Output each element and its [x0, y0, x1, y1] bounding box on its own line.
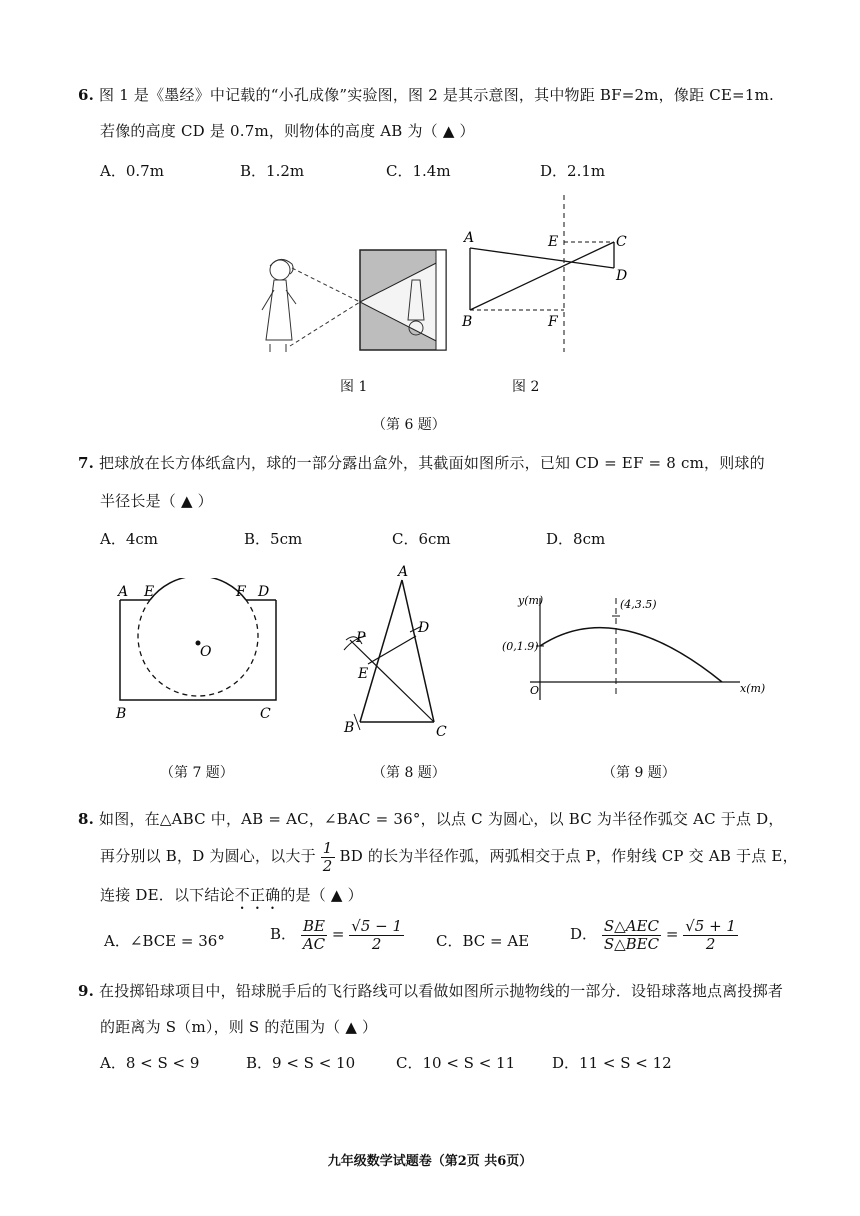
- q8-text2b: BD 的长为半径作弧，两弧相交于点 P，作射线 CP 交 AB 于点 E，: [339, 847, 798, 865]
- q8-line3: [100, 884, 363, 913]
- fig2-label-f: F: [548, 314, 558, 330]
- q8-text3b: 的是（ ▲ ）: [280, 886, 363, 904]
- fraction-area: [602, 918, 661, 952]
- q6-option-a: A．0.7m: [100, 162, 164, 180]
- fraction-half-num: 1: [322, 839, 333, 857]
- fig9-vertex-label: (4,3.5): [620, 598, 657, 611]
- q9-option-a: A．8 < S < 9: [100, 1054, 200, 1072]
- q9-option-d: D．11 < S < 12: [552, 1054, 672, 1072]
- q8-text1: 如图，在△ABC 中，AB = AC，∠BAC = 36°，以点 C 为圆心，以 BC 为半径作弧交 AC 于点 D，: [99, 810, 784, 828]
- fig7-label-f: F: [236, 584, 246, 600]
- q8-text2a: 再分别以 B，D 为圆心，以大于: [100, 847, 316, 865]
- q7-option-c: C．6cm: [392, 530, 451, 548]
- fig8-label-p: P: [356, 630, 366, 646]
- q8-option-b-label: B．: [270, 925, 297, 943]
- q7-line1: [78, 452, 765, 473]
- q8-text3a: 连接 DE．以下结论: [100, 886, 235, 904]
- fig8-label-b: B: [344, 720, 355, 736]
- q6-fig1-caption: 图 1: [340, 379, 368, 395]
- q6-option-b: B．1.2m: [240, 162, 305, 180]
- fig8-label-d: D: [418, 620, 430, 636]
- q6-figure2: [456, 190, 646, 360]
- fig9-origin-label: O: [530, 684, 540, 697]
- fig7-label-c: C: [260, 706, 271, 722]
- q9-line1: [78, 980, 783, 1001]
- q6-fig2-caption: 图 2: [512, 379, 540, 395]
- fraction-be-ac: [301, 918, 327, 952]
- fig7-label-b: B: [116, 706, 127, 722]
- q7-line2: 半径长是（ ▲ ）: [100, 492, 213, 510]
- fig2-label-c: C: [616, 234, 627, 250]
- q6-number: 6.: [78, 86, 95, 104]
- q7-figure: [110, 578, 290, 728]
- q6-line2: 若像的高度 CD 是 0.7m，则物体的高度 AB 为（ ▲ ）: [100, 122, 475, 140]
- fig7-label-e: E: [144, 584, 155, 600]
- q8-number: 8.: [78, 810, 95, 828]
- q6-option-d: D．2.1m: [540, 162, 606, 180]
- fraction-sqrt5-plus-num: √5 + 1: [685, 917, 736, 935]
- q7-option-d: D．8cm: [546, 530, 606, 548]
- fraction-sqrt5-minus-den: 2: [371, 934, 382, 953]
- q9-caption: （第 9 题）: [602, 765, 676, 781]
- q9-option-b: B．9 < S < 10: [246, 1054, 356, 1072]
- q8-line1: [78, 808, 784, 829]
- fig2-label-b: B: [462, 314, 473, 330]
- page-footer: 九年级数学试题卷（第2页 共6页）: [327, 1154, 533, 1169]
- q9-figure: [500, 588, 770, 708]
- q8-option-b-eq: =: [331, 925, 345, 943]
- q6-caption: （第 6 题）: [372, 417, 446, 433]
- fig8-label-e: E: [358, 666, 369, 682]
- person-illustration: [262, 259, 296, 352]
- fraction-half-den: 2: [322, 856, 333, 875]
- fraction-be-ac-num: BE: [301, 918, 327, 936]
- fraction-area-den: S△BEC: [603, 934, 660, 953]
- q8-emphasis: 不正确: [234, 886, 281, 904]
- q6-figure1: [240, 240, 460, 360]
- q9-line2: 的距离为 S（m），则 S 的范围为（ ▲ ）: [100, 1018, 378, 1036]
- q8-option-a: A．∠BCE = 36°: [104, 932, 225, 950]
- fig7-label-o: O: [200, 644, 212, 660]
- fig2-label-a: A: [464, 230, 475, 246]
- fraction-be-ac-den: AC: [302, 934, 326, 953]
- q7-text1: 把球放在长方体纸盒内，球的一部分露出盒外，其截面如图所示，已知 CD = EF = 8 cm，则球的: [99, 454, 765, 472]
- q8-option-c: C．BC = AE: [436, 932, 530, 950]
- q8-option-d: [570, 918, 738, 952]
- q8-option-d-eq: =: [665, 925, 679, 943]
- q8-option-b: [270, 918, 404, 952]
- q7-option-a: A．4cm: [100, 530, 159, 548]
- fig9-x-label: x(m): [740, 682, 766, 695]
- q7-caption: （第 7 题）: [160, 765, 234, 781]
- q9-option-c: C．10 < S < 11: [396, 1054, 516, 1072]
- fig7-label-a: A: [118, 584, 129, 600]
- q7-option-b: B．5cm: [244, 530, 303, 548]
- q6-option-c: C．1.4m: [386, 162, 451, 180]
- fraction-half: [321, 840, 335, 874]
- q6-line1: [78, 84, 774, 105]
- fig2-label-d: D: [616, 268, 628, 284]
- q8-option-d-label: D．: [570, 925, 598, 943]
- q8-figure: [330, 560, 470, 750]
- fraction-sqrt5-plus-den: 2: [705, 934, 716, 953]
- q8-line2: [100, 840, 798, 874]
- q7-number: 7.: [78, 454, 95, 472]
- fraction-sqrt5-minus-num: √5 − 1: [351, 917, 403, 935]
- fig8-label-a: A: [398, 564, 409, 580]
- fraction-sqrt5-plus: [683, 918, 738, 952]
- fig9-y-label: y(m): [518, 594, 544, 607]
- fig9-start-label: (0,1.9): [502, 640, 539, 653]
- fig7-label-d: D: [258, 584, 270, 600]
- q6-text1: 图 1 是《墨经》中记载的“小孔成像”实验图，图 2 是其示意图，其中物距 BF=2m，像距 CE=1m.: [99, 86, 774, 104]
- fraction-area-num: S△AEC: [602, 918, 661, 936]
- fig2-label-e: E: [548, 234, 559, 250]
- q8-caption: （第 8 题）: [372, 765, 446, 781]
- q9-number: 9.: [78, 982, 95, 1000]
- fig8-label-c: C: [436, 724, 447, 740]
- fraction-sqrt5-minus: [349, 918, 404, 952]
- q9-text1: 在投掷铅球项目中，铅球脱手后的飞行路线可以看做如图所示抛物线的一部分．设铅球落地点离投掷者: [99, 982, 784, 1000]
